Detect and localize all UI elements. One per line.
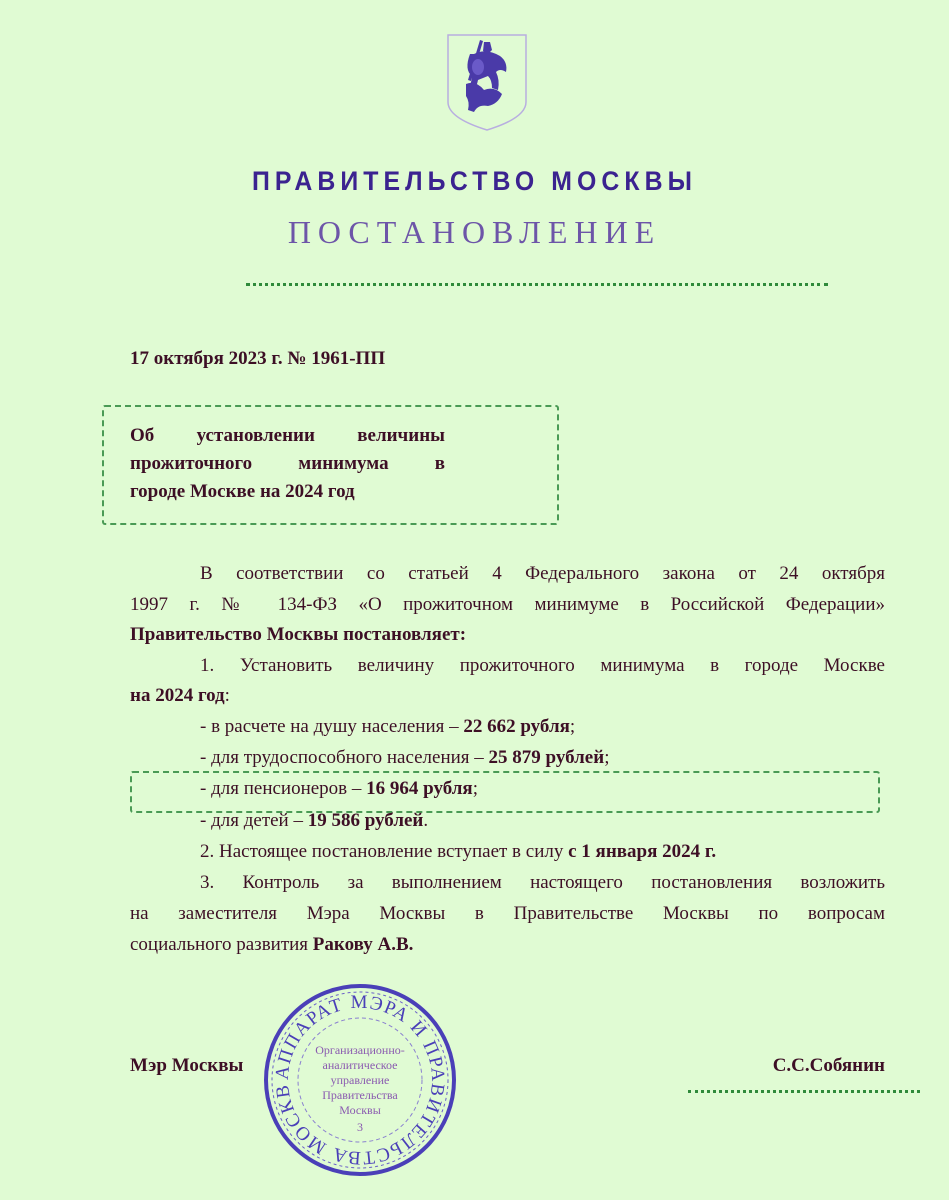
body-line — [200, 841, 885, 863]
punct: ; — [472, 778, 478, 799]
amount-item — [200, 810, 885, 832]
effective-text: 2. Настоящее постановление вступает в силу — [200, 841, 569, 862]
document-title-line: Об установлении величины — [130, 425, 445, 446]
year-bold: на 2024 год — [130, 685, 225, 706]
amount-label: - для детей – — [200, 810, 308, 831]
amount-item — [200, 716, 885, 738]
official-stamp — [262, 982, 458, 1178]
deputy-name: Ракову А.В. — [312, 934, 414, 955]
punct: : — [224, 685, 230, 706]
stamp-center-line: 3 — [357, 1120, 363, 1134]
amount-value: 22 662 рубля — [463, 716, 570, 737]
stamp-ring-text: АППАРАТ МЭРА И ПРАВИТЕЛЬСТВА МОСКВ — [271, 991, 449, 1169]
document-title-line: городе Москве на 2024 год — [130, 481, 355, 502]
body-line: 1. Установить величину прожиточного минимума в городе Москве — [200, 655, 885, 676]
amount-value: 25 879 рублей — [488, 747, 605, 768]
punct: ; — [569, 716, 576, 737]
signatory-position: Мэр Москвы — [130, 1055, 244, 1076]
amount-value: 19 586 рублей — [307, 810, 424, 831]
body-line: 1997 г. № 134-ФЗ «О прожиточном минимуме в Российской Федерации» — [130, 594, 885, 615]
body-line — [130, 685, 885, 707]
signature-line — [688, 1090, 920, 1093]
amount-item — [200, 747, 885, 769]
amount-value: 16 964 рубля — [366, 778, 473, 799]
stamp-center-line: управление — [330, 1073, 390, 1087]
effective-date: с 1 января 2024 г. — [568, 841, 717, 862]
amount-label: - для пенсионеров – — [200, 778, 367, 799]
amount-label: - для трудоспособного населения – — [200, 747, 489, 768]
body-line: В соответствии со статьей 4 Федерального закона от 24 октября — [200, 563, 885, 584]
stamp-center-line: Правительства — [322, 1088, 398, 1102]
body-line — [130, 934, 885, 956]
stamp-center-line: аналитическое — [322, 1058, 398, 1072]
body-line: на заместителя Мэра Москвы в Правительстве Москвы по вопросам — [130, 903, 885, 924]
body-line: 3. Контроль за выполнением настоящего постановления возложить — [200, 872, 885, 893]
amount-label: - в расчете на душу населения – — [200, 716, 464, 737]
punct: ; — [604, 747, 610, 768]
amount-item — [200, 778, 885, 800]
date-and-number: 17 октября 2023 г. № 1961-ПП — [130, 348, 386, 369]
document-type: ПОСТАНОВЛЕНИЕ — [287, 214, 662, 250]
stamp-center-line: Организационно- — [315, 1043, 405, 1057]
document-title-line: прожиточного минимума в — [130, 453, 445, 474]
punct: . — [423, 810, 429, 831]
header-divider — [246, 283, 828, 286]
government-title: ПРАВИТЕЛЬСТВО МОСКВЫ — [252, 166, 697, 196]
signatory-name: С.С.Собянин — [772, 1055, 885, 1076]
body-line: Правительство Москвы постановляет: — [130, 624, 467, 645]
stamp-center-line: Москвы — [339, 1103, 381, 1117]
control-text: социального развития — [130, 934, 313, 955]
coat-of-arms-emblem — [444, 32, 530, 132]
